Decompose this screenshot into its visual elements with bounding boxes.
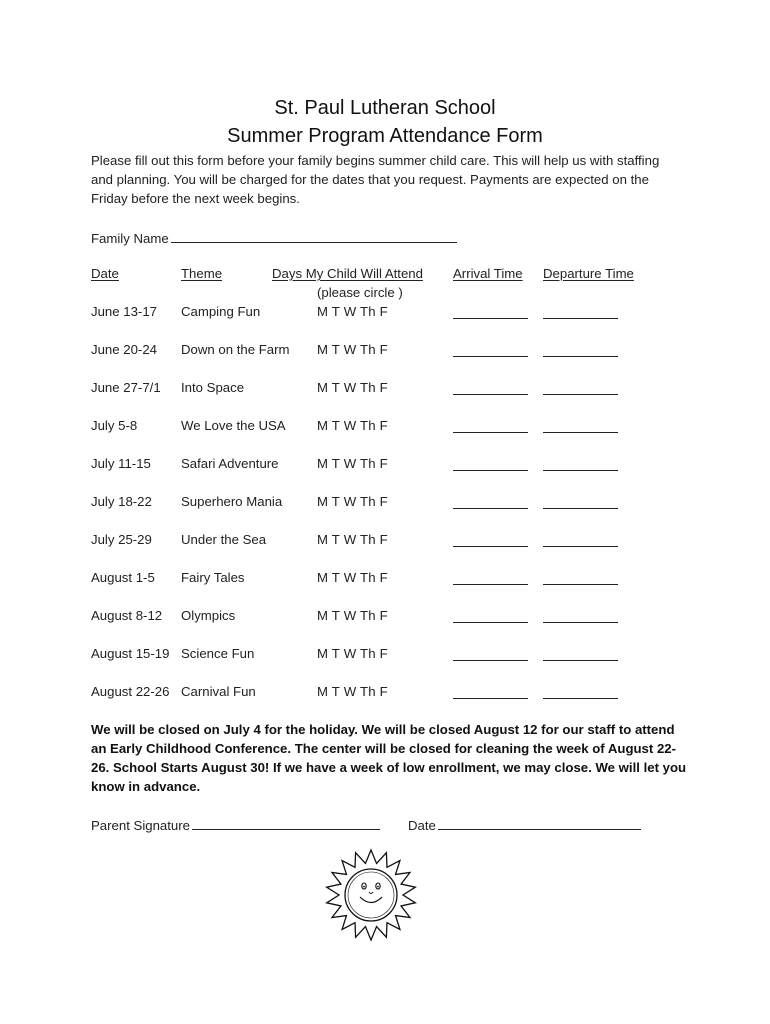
departure-time-field[interactable] xyxy=(543,584,618,585)
table-row xyxy=(0,684,770,704)
table-row xyxy=(0,418,770,438)
row-theme: Superhero Mania xyxy=(181,494,283,509)
departure-time-field[interactable] xyxy=(543,318,618,319)
arrival-time-field[interactable] xyxy=(453,318,528,319)
row-days-circle[interactable]: M T W Th F xyxy=(317,570,388,585)
departure-time-field[interactable] xyxy=(543,698,618,699)
row-days-circle[interactable]: M T W Th F xyxy=(317,532,388,547)
intro-paragraph: Please fill out this form before your family begins summer child care. This will help us with staffing and planning. You will be charged for the dates that you request. Payments are expected on the Friday before the next week begins. xyxy=(91,153,660,206)
row-date: August 8-12 xyxy=(91,608,163,623)
departure-time-field[interactable] xyxy=(543,546,618,547)
closure-notice: We will be closed on July 4 for the holiday. We will be closed August 12 for our staff to attend an Early Childhood Conference. The center will be closed for cleaning the week of August 22-26. School Starts August 30! If we have a week of low enrollment, we may close. We will let you know in advance. xyxy=(91,722,687,794)
table-row xyxy=(0,456,770,476)
header-days: Days My Child Will Attend xyxy=(272,266,423,281)
arrival-time-field[interactable] xyxy=(453,432,528,433)
table-row xyxy=(0,342,770,362)
table-row xyxy=(0,494,770,514)
row-days-circle[interactable]: M T W Th F xyxy=(317,342,388,357)
signature-date-label: Date xyxy=(408,818,436,833)
row-date: August 1-5 xyxy=(91,570,155,585)
departure-time-field[interactable] xyxy=(543,432,618,433)
arrival-time-field[interactable] xyxy=(453,356,528,357)
departure-time-field[interactable] xyxy=(543,660,618,661)
row-date: June 27-7/1 xyxy=(91,380,161,395)
row-date: July 5-8 xyxy=(91,418,138,433)
departure-time-field[interactable] xyxy=(543,356,618,357)
form-title: Summer Program Attendance Form xyxy=(227,125,543,147)
row-days-circle[interactable]: M T W Th F xyxy=(317,418,388,433)
arrival-time-field[interactable] xyxy=(453,508,528,509)
row-date: July 11-15 xyxy=(91,456,151,471)
departure-time-field[interactable] xyxy=(543,470,618,471)
arrival-time-field[interactable] xyxy=(453,622,528,623)
row-theme: Camping Fun xyxy=(181,304,261,319)
row-date: July 18-22 xyxy=(91,494,152,509)
arrival-time-field[interactable] xyxy=(453,584,528,585)
row-date: July 25-29 xyxy=(91,532,152,547)
departure-time-field[interactable] xyxy=(543,508,618,509)
arrival-time-field[interactable] xyxy=(453,660,528,661)
row-days-circle[interactable]: M T W Th F xyxy=(317,304,388,319)
table-row xyxy=(0,646,770,666)
row-theme: Fairy Tales xyxy=(181,570,245,585)
parent-signature-row xyxy=(91,815,380,833)
table-row xyxy=(0,380,770,400)
row-days-circle[interactable]: M T W Th F xyxy=(317,684,388,699)
header-theme: Theme xyxy=(181,266,223,281)
row-days-circle[interactable]: M T W Th F xyxy=(317,646,388,661)
arrival-time-field[interactable] xyxy=(453,394,528,395)
family-name-label: Family Name xyxy=(91,231,169,246)
row-theme: Carnival Fun xyxy=(181,684,256,699)
table-row xyxy=(0,570,770,590)
departure-time-field[interactable] xyxy=(543,622,618,623)
row-days-circle[interactable]: M T W Th F xyxy=(317,456,388,471)
family-name-field[interactable] xyxy=(171,228,457,243)
row-date: August 15-19 xyxy=(91,646,170,661)
arrival-time-field[interactable] xyxy=(453,698,528,699)
row-theme: Under the Sea xyxy=(181,532,267,547)
header-days-note: (please circle ) xyxy=(317,285,403,300)
arrival-time-field[interactable] xyxy=(453,546,528,547)
header-departure: Departure Time xyxy=(543,266,634,281)
row-theme: Into Space xyxy=(181,380,245,395)
row-date: June 20-24 xyxy=(91,342,157,357)
signature-date-row xyxy=(408,815,641,833)
school-name: St. Paul Lutheran School xyxy=(274,97,496,119)
header-arrival: Arrival Time xyxy=(453,266,523,281)
row-theme: Safari Adventure xyxy=(181,456,279,471)
row-date: June 13-17 xyxy=(91,304,157,319)
row-theme: We Love the USA xyxy=(181,418,286,433)
row-days-circle[interactable]: M T W Th F xyxy=(317,608,388,623)
parent-signature-label: Parent Signature xyxy=(91,818,190,833)
family-name-row xyxy=(91,228,457,246)
departure-time-field[interactable] xyxy=(543,394,618,395)
arrival-time-field[interactable] xyxy=(453,470,528,471)
row-days-circle[interactable]: M T W Th F xyxy=(317,380,388,395)
row-date: August 22-26 xyxy=(91,684,170,699)
table-row xyxy=(0,532,770,552)
header-date: Date xyxy=(91,266,119,281)
row-theme: Olympics xyxy=(181,608,236,623)
parent-signature-field[interactable] xyxy=(192,815,380,830)
smiling-sun-icon xyxy=(324,848,418,942)
row-days-circle[interactable]: M T W Th F xyxy=(317,494,388,509)
row-theme: Science Fun xyxy=(181,646,255,661)
table-row xyxy=(0,304,770,324)
row-theme: Down on the Farm xyxy=(181,342,290,357)
table-row xyxy=(0,608,770,628)
signature-date-field[interactable] xyxy=(438,815,641,830)
